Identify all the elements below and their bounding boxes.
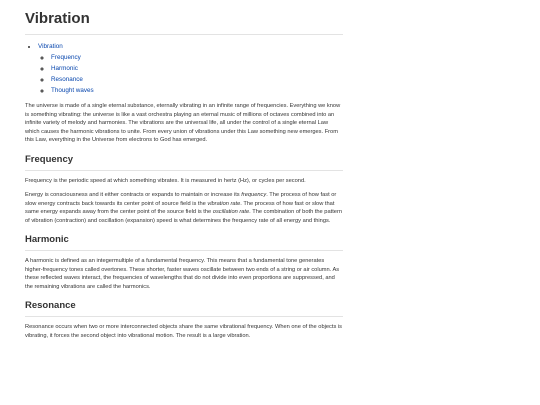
frequency-paragraph-1: Frequency is the periodic speed at which something vibrates. It is measured in hertz (Hz), or cycles per second. <box>25 177 306 184</box>
frequency-paragraph-2 <box>25 191 343 225</box>
section-heading-frequency: Frequency <box>25 154 343 171</box>
toc-item-thought-waves <box>51 85 343 96</box>
section-heading-resonance: Resonance <box>25 300 343 317</box>
resonance-paragraph: Resonance occurs when two or more interconnected objects share the same vibrational frequency. When one of the objects is vibrating, it forces the second object into vibrational motion. The result is a large vibration. <box>25 324 342 339</box>
toc-item-resonance <box>51 74 343 85</box>
emphasis-oscillation-rate: oscillation rate <box>212 209 250 215</box>
text-run: . The combination of both the pattern of vibration (contraction) and oscillation (expansion) speed is what determines the frequency rate of all energy and things. <box>25 209 343 224</box>
table-of-contents <box>25 41 343 96</box>
text-run: . The process of how fast or slow that same energy expands away from the center point of the source field is the <box>25 200 335 215</box>
article <box>25 0 343 340</box>
harmonic-paragraph: A harmonic is defined as an integermultiple of a fundamental frequency. This means that a fundamental tone generates higher-frequency tones called overtones. These shorter, faster waves oscillate between two ends of a string or air column. As these reflected waves interact, the frequencies of wavelengths that do not divide into even proportions are suppressed, and the remaining vibrations are called the harmonics. <box>25 258 340 290</box>
toc-item-vibration <box>38 41 343 96</box>
section-heading-harmonic: Harmonic <box>25 234 343 251</box>
emphasis-vibration-rate: vibration rate <box>207 200 241 207</box>
page-title: Vibration <box>25 10 343 35</box>
toc-item-frequency <box>51 52 343 63</box>
intro-paragraph: The universe is made of a single eternal substance, eternally vibrating in an infinite range of frequencies. Everything we know is something vibrating: the universe is like a vast orchestra playing an eternal music of millions of octaves combined into an infinite variety of melody and harmonies. The vibrations are the universal life, all under the control of a single eternal Law which causes the harmonic vibrations to unite. From every union of vibrations under this Law something new emerges. From this Law, everything in the Universe from electrons to God has emerged. <box>25 103 341 143</box>
text-run: Energy is consciousness and it either contracts or expands to maintain or increase its <box>25 192 242 198</box>
toc-link-resonance[interactable]: Resonance <box>51 76 83 83</box>
text-run: . The process of how fast or slow energy contracts back towards its center point of source field is the <box>25 192 337 207</box>
toc-link-thought-waves[interactable]: Thought waves <box>51 87 94 94</box>
emphasis-frequency: frequency <box>241 192 267 198</box>
toc-item-harmonic <box>51 63 343 74</box>
toc-link-harmonic[interactable]: Harmonic <box>51 65 78 72</box>
toc-link-frequency[interactable]: Frequency <box>51 54 81 61</box>
toc-link-vibration[interactable]: Vibration <box>38 43 63 50</box>
